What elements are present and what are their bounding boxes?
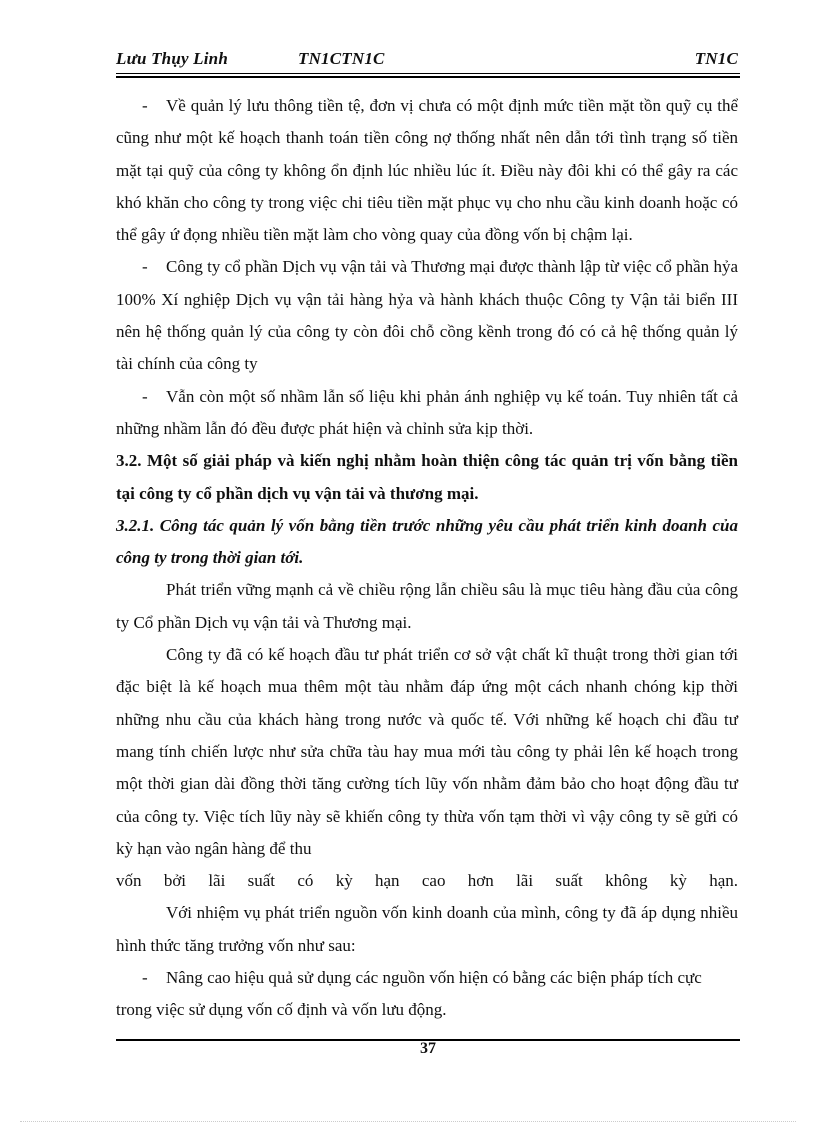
bullet-text: Về quản lý lưu thông tiền tệ, đơn vị chưa có một định mức tiền mặt tồn quỹ cụ thể cũng như một kế hoạch thanh toán tiền công nợ thống nhất nên dẫn tới tình trạng số tiền mặt tại quỹ của công ty không ổn định lúc nhiều lúc ít. Điều này đôi khi có thể gây ra các khó khăn cho công ty trong việc chi tiêu tiền mặt phục vụ cho nhu cầu kinh doanh hoặc có thể gây ứ đọng nhiều tiền mặt làm cho vòng quay của đồng vốn bị chậm lại. — [116, 96, 738, 245]
page-body — [116, 90, 738, 1027]
running-header — [116, 49, 738, 73]
bullet-paragraph — [116, 90, 738, 251]
body-paragraph: Công ty đã có kế hoạch đầu tư phát triển cơ sở vật chất kĩ thuật trong thời gian tới đặc biệt là kế hoạch mua thêm một tàu nhằm đáp ứng một cách nhanh chóng kịp thời những nhu cầu của khách hàng trong nước và quốc tế. Với những kế hoạch chi đầu tư mang tính chiến lược như sửa chữa tàu hay mua mới tàu công ty phải lên kế hoạch trong một thời gian dài đồng thời tăng cường tích lũy vốn nhằm đảm bảo cho hoạt động đầu tư của công ty. Việc tích lũy này sẽ khiến công ty thừa vốn tạm thời vì vậy công ty sẽ gửi có kỳ hạn vào ngân hàng để thu — [116, 645, 738, 858]
page-edge-divider — [20, 1121, 796, 1122]
bullet-text: Nâng cao hiệu quả sử dụng các nguồn vốn hiện có bằng các biện pháp tích cực trong việc sử dụng vốn cố định và vốn lưu động. — [116, 968, 702, 1020]
body-paragraph-continued: vốn bởi lãi suất có kỳ hạn cao hơn lãi suất không kỳ hạn. — [116, 871, 738, 891]
body-paragraph: Với nhiệm vụ phát triển nguồn vốn kinh doanh của mình, công ty đã áp dụng nhiều hình thức tăng trưởng vốn như sau: — [116, 903, 738, 955]
header-code-right: TN1C — [694, 49, 738, 68]
bullet-dash: - — [142, 968, 148, 988]
body-paragraph: Phát triển vững mạnh cả về chiều rộng lẫn chiều sâu là mục tiêu hàng đầu của công ty Cổ phần Dịch vụ vận tải và Thương mại. — [116, 580, 738, 632]
bullet-paragraph — [116, 962, 738, 1027]
subsection-heading: 3.2.1. Công tác quản lý vốn bằng tiền trước những yêu cầu phát triển kinh doanh của công ty trong thời gian tới. — [116, 515, 738, 568]
header-code-center: TN1CTN1C — [298, 49, 385, 68]
header-rule — [116, 73, 740, 78]
bullet-paragraph — [116, 251, 738, 380]
header-author: Lưu Thụy Linh — [116, 49, 228, 68]
bullet-text: Công ty cổ phần Dịch vụ vận tải và Thương mại được thành lập từ việc cổ phần hỷa 100% Xí nghiệp Dịch vụ vận tải hàng hỷa và hành khách thuộc Công ty Vận tải biển III nên hệ thống quản lý của công ty còn đôi chỗ cồng kềnh trong đó có cả hệ thống quản lý tài chính của công ty — [116, 257, 738, 374]
bullet-dash: - — [142, 96, 148, 115]
section-heading: 3.2. Một số giải pháp và kiến nghị nhằm hoàn thiện công tác quản trị vốn bằng tiền tại công ty cổ phần dịch vụ vận tải và thương mại. — [116, 451, 738, 503]
bullet-dash: - — [142, 386, 148, 406]
page-number: 37 — [420, 1040, 436, 1057]
bullet-dash: - — [142, 257, 148, 277]
bullet-text: Vẫn còn một số nhầm lẫn số liệu khi phản ánh nghiệp vụ kế toán. Tuy nhiên tất cả những nhầm lẫn đó đều được phát hiện và chỉnh sửa kịp thời. — [116, 386, 738, 438]
bullet-paragraph — [116, 381, 738, 446]
